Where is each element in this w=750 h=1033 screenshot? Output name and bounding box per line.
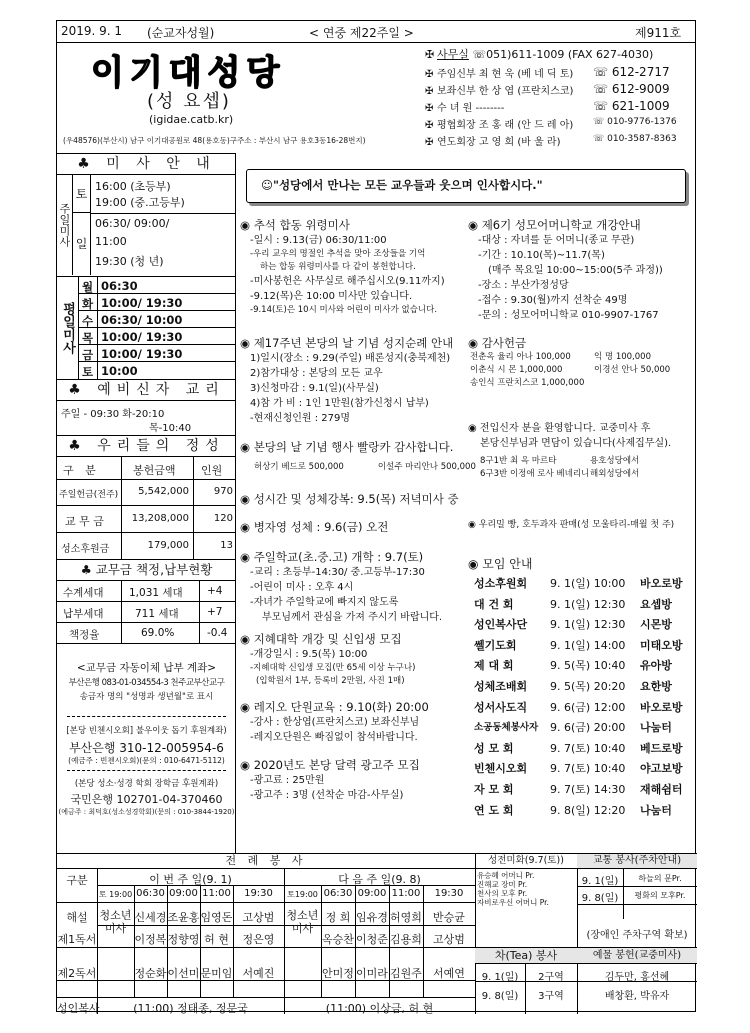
cross-icon: ✠ [425,120,434,131]
catechumen-thursday: 목-10:40 [149,423,192,434]
cross-icon: ✠ [425,86,434,97]
church-name: 이기대성당 [91,53,286,93]
left-column [57,153,236,853]
church-patron: (성 요셉) [147,91,231,112]
weekday-mass-table [57,277,236,379]
church-address: (우48576)(부산시) 남구 이기대공원로 48(용호동)구주소 : 부산시 남구 용호3동16-28번지) [63,136,366,145]
weekday-rows [79,277,236,379]
church-url[interactable]: (igidae.catb.kr) [149,113,234,126]
right-column [236,153,697,853]
issue-number: 제911호 [635,26,682,40]
catechumen-heading: ♣ 예비신자 교리 [57,379,236,401]
weekday-row: 월 06:30 [79,277,236,294]
contact-list [423,43,697,153]
meeting-row: 성인복사단 9. 1(일) 12:30 시몬방 [474,618,672,632]
contact-office: ✠ 사무실 ☏051)611-1009 (FAX 627-4030) [425,48,654,61]
cross-icon: ✠ [425,69,434,80]
cross-icon: ✠ [425,137,434,148]
weekday-row: 금 10:00/ 19:30 [79,345,236,362]
cross-icon: ✠ [425,48,435,61]
holy-hour-notice: ◉ 성시간 및 성체강복: 9.5(목) 저녁미사 중 [240,492,459,506]
meeting-row: 자 모 회 9. 7(토) 14:30 재해쉼터 [474,782,683,796]
bread-sale-notice: ◉ 우리밀 빵, 호두과자 판매(성 모울타리-매월 첫 주) [468,520,675,530]
offering-table: 구 분 봉헌금액 인원 주일헌금(전주) 5,542,000 970 교 무 금 13,208,000 120 성소후원금 179,000 13 [57,457,236,559]
weekday-row: 목 10:00/ 19:30 [79,328,236,345]
meeting-row: 성 모 회 9. 7(토) 10:40 베드로방 [474,741,683,755]
contact-council: ✠ 평협회장 조 홍 래 (안 드 레 아) ☏ 010-9776-1376 [425,117,677,131]
weekday-mass-label: 평일미사 [57,277,79,379]
anniversary-pilgrimage: ◉ 제17주년 본당의 날 기념 성지순례 안내 1)일시(장소 : 9.29(주일) 배론성지(충북제천) 2)참가대상 : 본당의 모든 교우 3)신청마감 : 9.1(일)(사무실) 4)참 가 비 : 1인 1만원(참가신청시 납부) -현재신청인원 : 279명 [240,336,454,424]
sick-communion-notice: ◉ 병자영 성체 : 9.6(금) 오전 [240,520,389,534]
meeting-row: 성소후원회 9. 1(일) 10:00 바오로방 [474,577,683,590]
welcome-newcomers: ◉ 전입신자 분을 환영합니다. 교중미사 후 본당신부님과 면담이 있습니다(사제집무실). 8구1반 최 옥 마르타 용호성당에서 6구3반 이정애 로사 베네리니해외성당에서 [468,423,672,479]
meeting-row: 성서사도직 9. 6(금) 12:00 바오로방 [474,700,683,714]
header-bar [57,21,695,43]
calendar-ad-notice: ◉ 2020년도 본당 달력 광고주 모집 -광고료 : 25만원 -광고주 : 3명 (선착순 마감-사무실) [240,758,420,801]
sunday-title: < 연중 제22주일 > [309,26,414,40]
meetings-schedule: ◉ 모임 안내 성소후원회 9. 1(일) 10:00 바오로방 대 건 회 9. 1(일) 12:30 요셉방 성인복사단 9. 1(일) 12:30 시몬방 쎌기도회 9. 1(일) 14:00 미태오방 제 대 회 9. 5(목) 10:40 유아방 성체조배회 9. 5(목) 20:20 요한방 성서사도직 9. 6(금) 12:00 바오로방 소공동체봉사자 9. 6(금) 20:00 나눔터 성 모 회 9. 7(토) 10:40 베드로방 빈첸시오회 9. 7(토) 10:40 야고보방 자 모 회 9. 7(토) 14:30 재해쉼터 연 도 회 9. 8(일) 12:20 나눔터 [468,555,690,819]
mothers-school-notice: ◉ 제6기 성모어머니학교 개강안내 -대상 : 자녀를 둔 어머니(종교 무관) -기간 : 10.10(목)~11.7(목) (매주 목요일 10:00~15:00(5주 과정)) -장소 : 부산가정성당 -접수 : 9.30(월)까지 선착순 49명 -문의 : 성모어머니학교 010-9907-1767 [468,218,663,321]
contact-pastor: ✠ 주임신부 최 현 욱 (베 네 딕 토) ☏ 612-2717 [425,65,670,80]
traffic-offering-panel: 교통 봉사(주차안내) 9. 1(일) 하늘의 문Pr. 9. 8(일) 평화의 모후Pr. (장애인 주차구역 확보) 예물 봉헌(교중미사) 김두만, 홍선혜 배창환, 박유자 [577,854,697,1014]
sunday-mass-table: 주일미사 토 16:00 (초등부) 19:00 (중.고등부) 일 06:30/ 09:00/ 11:00 19:30 (청 년) [57,175,236,277]
tithe-heading: ♣ 교무금 책정,납부현황 [57,559,236,581]
thanks-offering: ◉ 감사헌금 전춘옥 율리 아나 100,000 익 명 100,000 이춘식 시 몬 1,000,000 이경선 안나 50,000 송인식 프란치스코 1,000,000 [468,336,671,388]
meeting-row: 대 건 회 9. 1(일) 12:30 요셉방 [474,597,672,611]
catechumen-times: 주일 - 09:30 화-20:10 [61,409,165,420]
sunday-school-notice: ◉ 주일학교(초.중.고) 개학 : 9.7(토) -교리 : 초등부-14:30/ 중.고등부-17:30 -어린이 미사 : 오후 4시 -자녀가 주일학교에 빠지지 않도록 부모님께서 관심을 가져 주시기 바랍니다. [240,550,443,623]
wisdom-college-notice: ◉ 지혜대학 개강 및 신입생 모집 -개강일시 : 9.5(목) 10:00 -지혜대학 신입생 모집(만 65세 이상 누구나) (입학원서 1부, 등록비 2만원, 사진 1매) [240,632,416,686]
sunday-mass-label: 주일미사 [57,175,73,275]
contact-assistant: ✠ 보좌신부 한 상 엽 (프란치스코) ☏ 612-9009 [425,82,670,97]
chuseok-notice: ◉ 추석 합동 위령미사 -일시 : 9.13(금) 06:30/11:00 -우리 교우의 명절인 추석을 맞아 조상들을 기억 하는 합동 위령미사를 다 같이 봉헌합니다. -미사봉헌은 사무실로 해주십시오(9.11까지) -9.12(목)은 10:00 미사만 있습니다. -9.14(토)은 10시 미사와 어린이 미사가 없습니다. [240,218,445,315]
mass-schedule-heading: ♣ 미 사 안 내 [57,153,236,175]
contact-yeondo: ✠ 연도회장 고 영 희 (바 울 라) ☏ 010-3587-8363 [425,134,677,148]
contact-convent: ✠ 수 녀 원 -------- ☏ 621-1009 [425,99,670,114]
bulletin-date: 2019. 9. 1 [61,24,123,38]
bulletin-page [56,20,696,1015]
weekday-row: 토 10:00 [82,364,138,379]
anniversary-donations: ◉ 본당의 날 기념 행사 빨랑카 감사합니다. 허상기 베드로 500,000 이설주 마리안나 500,000 [240,440,476,472]
church-identity [57,43,415,153]
meeting-rows [468,572,690,819]
meeting-row: 성체조배회 9. 5(목) 20:20 요한방 [474,679,672,693]
meeting-row: 연 도 회 9. 8(일) 12:20 나눔터 [474,803,672,817]
liturgy-grid: 구분 이 번 주 일(9. 1) 다 음 주 일(9. 8) 토 19:00 06:30 09:00 11:00 19:30 토19:00 06:30 09:00 11:00 19:30 해설 제1독서 제2독서 성인복사 청소년미사 청소년미사 신세경 조윤홍 임영돈 고상범 이정복 정향영 허 현 정은영 정순화 이선미 문미임 서예진 (11:00) 정태종, 정문국 정 희 임유경 허영희 반승균 옥승찬 이청준 김용희 고상범 안미정 이미라 김원주 서예연 (11:00) 이상금, 허 현 [57,869,475,1014]
liturgy-service-table [57,853,697,1013]
sat-label: 토 [73,175,91,213]
meeting-row: 쎌기도회 9. 1(일) 14:00 미태오방 [474,638,683,652]
sun-label: 일 [73,213,91,275]
meeting-row: 소공동체봉사자 9. 6(금) 20:00 나눔터 [474,721,672,735]
weekday-row: 수 06:30/ 10:00 [79,311,236,328]
liturgy-title: 전 례 봉 사 [57,854,475,869]
greeting-banner: ☺"성당에서 만나는 모든 교우들과 웃으며 인사합시다." [246,169,686,203]
liturgical-month: (순교자성월) [147,26,215,40]
chapel-tea-panel: 성전미화(9.7(토)) 유승혜 어머니 Pr. 진해교 장미 Pr. 천사의 모후 Pr. 자비로우신 어머니 Pr. 차(Tea) 봉사 9. 1(일) 2구역 9. 8(일) 3구역 [475,854,577,1014]
weekday-row: 화 10:00/ 19:30 [79,294,236,311]
legio-training-notice: ◉ 레지오 단원교육 : 9.10(화) 20:00 -강사 : 한상엽(프란치스코) 보좌신부님 -레지오단원은 빠짐없이 참석바랍니다. [240,700,429,743]
tithe-table: 수계세대 1,031 세대 +4 납부세대 711 세대 +7 책정율 69.0% -0.4 [57,581,236,644]
meeting-row: 빈첸시오회 9. 7(토) 10:40 야고보방 [474,762,683,776]
cross-icon: ✠ [425,103,434,114]
meeting-row: 제 대 회 9. 5(목) 10:40 유아방 [474,659,672,673]
offering-heading: ♣ 우리들의 정성 [57,435,236,457]
account-info: <교무금 자동이체 납부 계좌> 부산은행 083-01-034554-3 천주교부산교구 송금자 명의 "성명과 생년월"로 표시 [본당 빈첸시오회] 불우이웃 돕기 후원계좌) 부산은행 310-12-005954-6 (예금주 : 빈첸시오회)(문의 : 010-6471-5112) (본당 성소·성경 학회 장학금 후원계좌) 국민은행 102701-04-370460 (예금주 : 최덕호(성소성경학회)(문의 : 010-3844-1920) [58,662,235,816]
